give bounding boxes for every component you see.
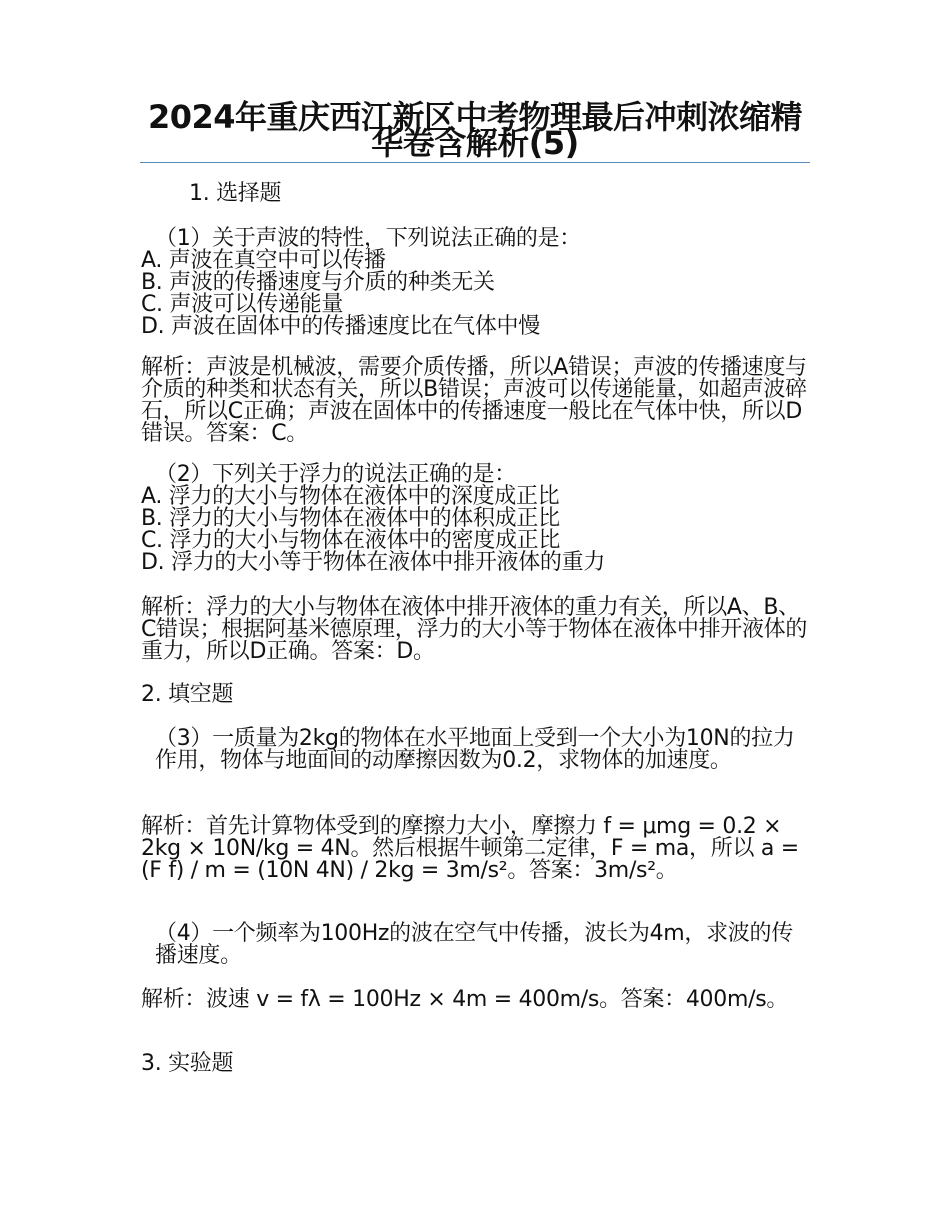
question-1-stem: （1）关于声波的特性，下列说法正确的是： — [155, 226, 581, 251]
question-1-option-a: A. 声波在真空中可以传播 — [141, 248, 386, 273]
section-heading-fill: 2. 填空题 — [141, 682, 234, 707]
question-2-stem: （2）下列关于浮力的说法正确的是： — [155, 462, 516, 487]
question-1-analysis-text: 解析：声波是机械波，需要介质传播，所以A错误；声波的传播速度与介质的种类和状态有关，所以B错误；声波可以传递能量，如超声波碎石，所以C正确；声波在固体中的传播速度一般比在气体中快，所以D错误。答案：C。 — [141, 355, 807, 446]
question-3-stem: （3）一质量为2kg的物体在水平地面上受到一个大小为10N的拉力作用，物体与地面间的动摩擦因数为0.2，求物体的加速度。 — [155, 726, 795, 773]
question-4 — [141, 923, 813, 967]
question-3 — [141, 728, 813, 772]
question-3-analysis — [141, 816, 813, 882]
question-2-option-d: D. 浮力的大小等于物体在液体中排开液体的重力 — [141, 550, 606, 575]
question-2-option-b: B. 浮力的大小与物体在液体中的体积成正比 — [141, 506, 560, 531]
section-heading-choice: 1. 选择题 — [189, 181, 282, 206]
question-1-analysis — [141, 357, 813, 445]
question-1 — [141, 228, 813, 338]
document-title: 2024年重庆西江新区中考物理最后冲刺浓缩精华卷含解析(5) — [147, 98, 803, 162]
question-4-stem: （4）一个频率为100Hz的波在空气中传播，波长为4m，求波的传播速度。 — [155, 921, 793, 968]
question-3-analysis-text: 解析：首先计算物体受到的摩擦力大小，摩擦力 f = μmg = 0.2 × 2kg × 10N/kg = 4N。然后根据牛顿第二定律，F = ma，所以 a = (F f) / m = (10N 4N) / 2kg = 3m/s²。答案：3m/s²。 — [141, 814, 799, 883]
question-1-option-c: C. 声波可以传递能量 — [141, 292, 344, 317]
question-1-option-d: D. 声波在固体中的传播速度比在气体中慢 — [141, 314, 540, 339]
question-1-option-b: B. 声波的传播速度与介质的种类无关 — [141, 270, 495, 295]
question-2-option-c: C. 浮力的大小与物体在液体中的密度成正比 — [141, 528, 561, 553]
question-2-analysis-text: 解析：浮力的大小与物体在液体中排开液体的重力有关，所以A、B、C错误；根据阿基米德原理，浮力的大小等于物体在液体中排开液体的重力，所以D正确。答案：D。 — [141, 595, 808, 664]
section-heading-experiment: 3. 实验题 — [141, 1051, 234, 1076]
question-2-option-a: A. 浮力的大小与物体在液体中的深度成正比 — [141, 484, 560, 509]
question-2-analysis — [141, 597, 813, 663]
question-2 — [141, 464, 813, 574]
question-4-analysis-text: 解析：波速 v = fλ = 100Hz × 4m = 400m/s。答案：400m/s。 — [141, 987, 789, 1012]
question-4-analysis — [141, 989, 813, 1011]
title-divider — [140, 162, 810, 163]
